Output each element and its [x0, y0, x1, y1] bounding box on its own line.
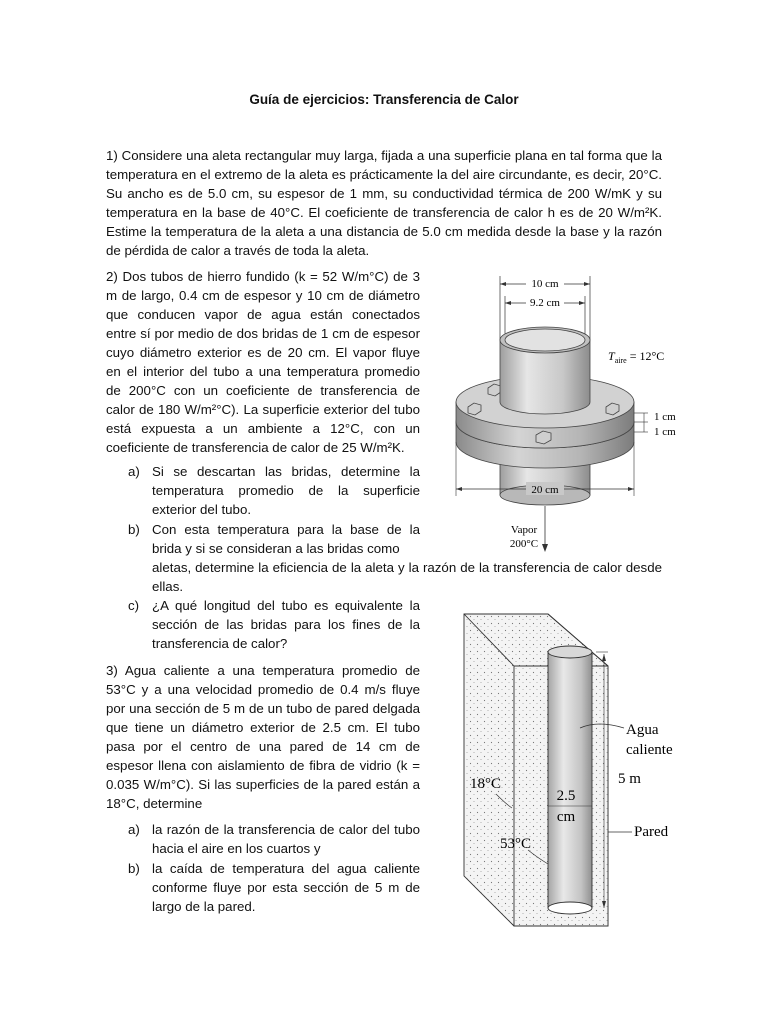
- list-marker: b): [128, 861, 140, 876]
- problem-3-list: [106, 820, 420, 916]
- list-marker: b): [128, 522, 140, 537]
- agua-label-1: Agua: [626, 722, 659, 738]
- hot-water-tube: [548, 646, 592, 914]
- list-marker: a): [128, 464, 140, 479]
- problem-2-item-b-continuation: aletas, determine la eficiencia de la aleta y la razón de la transferencia de calor desde ellas.: [152, 560, 662, 594]
- problem-2-text: 2) Dos tubos de hierro fundido (k = 52 W/m°C) de 3 m de largo, 0.4 cm de espesor y 10 cm de diámetro que conducen vapor de agua están conectados entre sí por medio de dos bridas de 1 cm de espesor cuyo diámetro exterior es de 20 cm. El vapor fluye en el interior del tubo a una temperatura promedio de 200°C con un coeficiente de transferencia de calor de 180 W/m²°C). La superficie exterior del tubo está expuesta a un ambiente a 12°C, con un coeficiente de transferencia de calor de 25 W/m²K.: [106, 269, 420, 455]
- length-label: 5 m: [618, 771, 641, 787]
- vapor-temp: 200°C: [509, 538, 539, 550]
- dim-outer-label: 10 cm: [531, 278, 559, 290]
- problem-2-list-c: [106, 596, 420, 653]
- list-marker: c): [128, 598, 140, 613]
- wall-temp-label: 18°C: [470, 776, 502, 792]
- problem-3-text: 3) Agua caliente a una temperatura promedio de 53°C y a una velocidad promedio de 0.4 m/s fluye por una sección de 5 m de un tubo de pared delgada que tiene un diámetro exterior de 2.5 cm. El tubo pasa por el centro de una pared de 14 cm de espesor llena con aislamiento de fibra de vidrio (k = 0.035 W/m°C). Si las superficies de la pared están a 18°C, determine: [106, 663, 420, 811]
- list-item-text: Con esta temperatura para la base de la brida y si se consideran a las bridas como: [152, 522, 420, 556]
- vapor-arrow: [510, 506, 548, 552]
- list-item: [106, 596, 420, 653]
- flange-1cm-label-b: 1 cm: [654, 426, 676, 438]
- list-item-text: ¿A qué longitud del tubo es equivalente la sección de las bridas para los fines de la transferencia de calor?: [152, 598, 420, 651]
- list-item-text: la razón de la transferencia de calor del tubo hacia el aire en los cuartos y: [152, 822, 420, 856]
- flange-1cm-label-a: 1 cm: [654, 411, 676, 423]
- problem-2-list: [106, 462, 420, 558]
- flange-thickness-dims: [634, 411, 676, 438]
- diameter-unit: cm: [556, 809, 576, 825]
- list-item: [106, 859, 420, 916]
- list-item-text: Si se descartan las bridas, determine la temperatura promedio de la superficie exterior del tubo.: [152, 464, 420, 517]
- diameter-value: 2.5: [556, 788, 576, 804]
- list-item: [106, 820, 420, 858]
- flange-diam-label: 20 cm: [531, 484, 559, 496]
- vapor-label: Vapor: [510, 524, 538, 536]
- dim-inner-label: 9.2 cm: [530, 297, 560, 309]
- list-marker: a): [128, 822, 140, 837]
- page-title: Guía de ejercicios: Transferencia de Calor: [249, 92, 519, 107]
- wall-label: Pared: [634, 824, 669, 840]
- wall-pipe-figure: [448, 608, 688, 938]
- water-temp-label: 53°C: [500, 836, 532, 852]
- t-air-label: $T_{aire} = 12^\circ C$: [608, 349, 665, 365]
- flange-pipe-figure: [448, 270, 688, 560]
- list-item: [106, 462, 420, 519]
- problem-1-text: 1) Considere una aleta rectangular muy larga, fijada a una superficie plana en tal forma que la temperatura en el extremo de la aleta es prácticamente la del aire circundante, es decir, 20°C. Su ancho es de 5.0 cm, su espesor de 1 mm, su conductividad térmica de 200 W/mK y su temperatura en la base de 40°C. El coeficiente de transferencia de calor h es de 20 W/m²K. Estime la temperatura de la aleta a una distancia de 5.0 cm medida desde la base y la razón de pérdida de calor a través de toda la aleta.: [106, 148, 662, 258]
- agua-label-2: caliente: [626, 742, 673, 758]
- list-item: [106, 520, 420, 558]
- list-item-text: la caída de temperatura del agua caliente conforme fluye por esta sección de 5 m de largo de la pared.: [152, 861, 420, 914]
